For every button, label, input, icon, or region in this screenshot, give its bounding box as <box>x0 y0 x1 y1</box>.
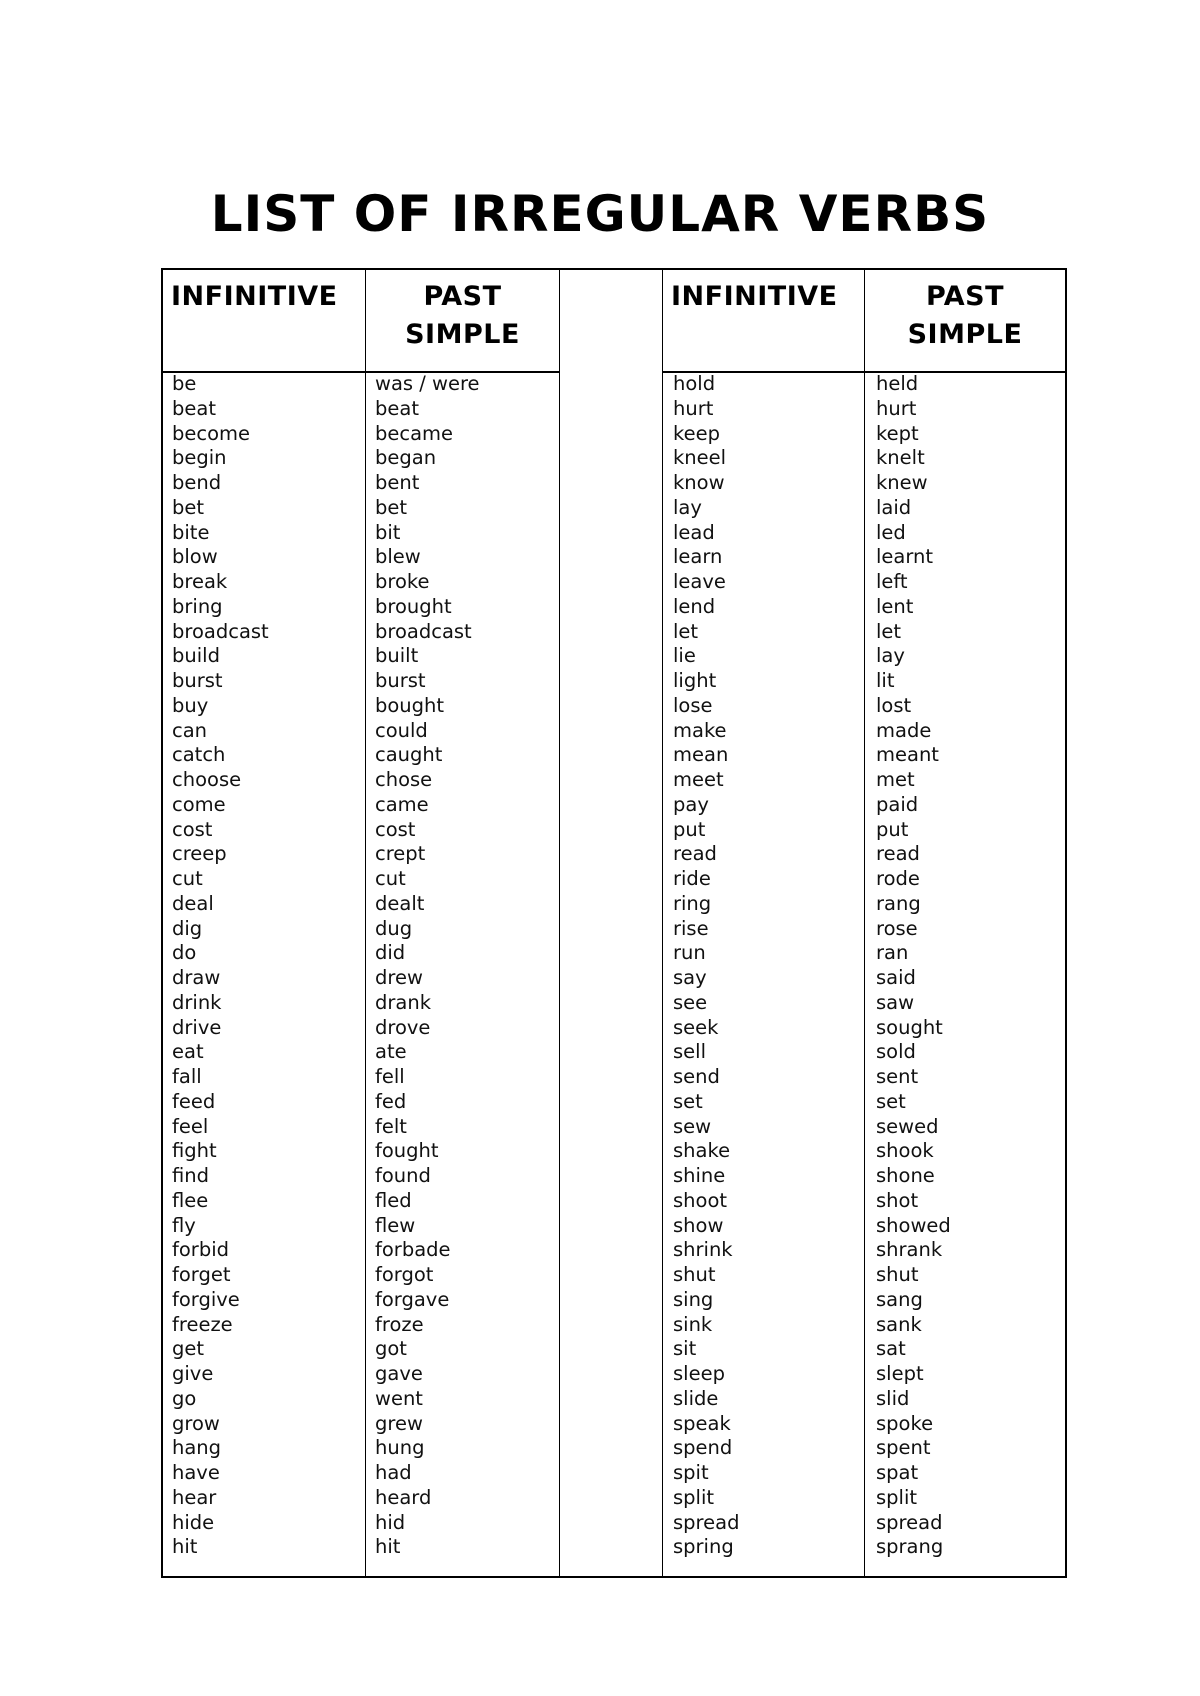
verb-cell: deal <box>172 891 214 915</box>
verb-cell: have <box>172 1461 220 1484</box>
verb-cell: did <box>375 941 406 965</box>
column-divider <box>559 270 560 1576</box>
column-divider <box>864 270 865 1576</box>
right-past-simple-list <box>876 372 951 1560</box>
verb-cell: paid <box>876 792 919 816</box>
verb-cell: feed <box>172 1089 216 1113</box>
verb-cell: rang <box>876 891 921 915</box>
verb-cell: chose <box>375 768 433 791</box>
verb-cell: dig <box>172 916 203 940</box>
verb-cell: shone <box>876 1164 935 1187</box>
verb-cell: say <box>673 966 707 989</box>
header-past-line1: PAST <box>925 281 1005 312</box>
verb-cell: forbade <box>375 1238 451 1262</box>
verb-cell: set <box>876 1089 906 1113</box>
verb-cell: go <box>172 1386 197 1410</box>
verb-cell: hide <box>172 1510 215 1534</box>
verb-cell: shake <box>673 1139 731 1163</box>
verb-cell: can <box>172 718 208 742</box>
header-past-simple-right <box>865 278 1065 354</box>
verb-cell: let <box>876 619 902 643</box>
verb-cell: buy <box>172 693 209 717</box>
verb-cell: left <box>876 570 908 593</box>
verb-cell: met <box>876 768 915 791</box>
verb-cell: slide <box>673 1386 719 1410</box>
verb-cell: ring <box>673 891 712 915</box>
verb-cell: found <box>375 1164 431 1187</box>
verb-cell: make <box>673 718 727 742</box>
verb-cell: drove <box>375 1015 431 1039</box>
header-infinitive-left: INFINITIVE <box>171 281 338 312</box>
verb-cell: shook <box>876 1139 934 1163</box>
verb-cell: knew <box>876 471 928 494</box>
header-past-line2: SIMPLE <box>405 319 520 350</box>
verb-cell: dealt <box>375 891 425 915</box>
verb-cell: broke <box>375 570 430 593</box>
verb-cell: bet <box>172 495 205 519</box>
verb-cell: slept <box>876 1362 924 1385</box>
verb-cell: leave <box>673 570 726 593</box>
verb-cell: hurt <box>673 396 714 420</box>
verb-cell: grow <box>172 1411 220 1435</box>
verb-cell: get <box>172 1337 205 1361</box>
verb-cell: burst <box>172 669 223 692</box>
verb-cell: blew <box>375 545 421 569</box>
verb-cell: fight <box>172 1139 217 1163</box>
verb-cell: sleep <box>673 1362 725 1385</box>
verb-cell: creep <box>172 842 227 866</box>
verb-cell: draw <box>172 966 221 989</box>
verb-cell: could <box>375 718 428 742</box>
verb-cell: burst <box>375 669 426 692</box>
verb-cell: fed <box>375 1089 407 1113</box>
verb-cell: cost <box>172 817 213 841</box>
verb-cell: had <box>375 1461 412 1484</box>
verb-cell: lie <box>673 644 696 668</box>
verb-cell: got <box>375 1337 407 1361</box>
left-past-simple-list <box>375 372 480 1560</box>
verb-cell: hung <box>375 1436 425 1460</box>
verb-cell: slid <box>876 1386 910 1410</box>
verb-cell: break <box>172 570 228 593</box>
verb-cell: grew <box>375 1411 423 1435</box>
verb-cell: sell <box>673 1040 706 1064</box>
verb-cell: become <box>172 421 251 445</box>
verb-cell: spend <box>673 1436 733 1460</box>
verb-cell: cut <box>375 867 406 890</box>
verb-cell: meet <box>673 768 724 791</box>
verb-cell: split <box>876 1485 918 1509</box>
verb-cell: spring <box>673 1535 734 1559</box>
header-past-line1: PAST <box>423 281 502 312</box>
verb-cell: lost <box>876 693 912 717</box>
verb-cell: sink <box>673 1312 713 1336</box>
verb-cell: sat <box>876 1337 906 1361</box>
verb-cell: bought <box>375 693 445 717</box>
header-past-line2: SIMPLE <box>907 319 1023 350</box>
verb-cell: sprang <box>876 1535 944 1559</box>
verb-cell: forgot <box>375 1263 434 1286</box>
verb-cell: do <box>172 941 197 965</box>
verb-cell: hid <box>375 1510 406 1534</box>
verb-cell: came <box>375 792 429 816</box>
verb-cell: caught <box>375 743 443 767</box>
verb-cell: sought <box>876 1015 943 1039</box>
verb-cell: show <box>673 1213 724 1237</box>
verb-cell: shrink <box>673 1238 733 1262</box>
verb-cell: hurt <box>876 396 917 420</box>
verb-cell: rose <box>876 916 918 940</box>
verb-cell: said <box>876 966 916 989</box>
verb-cell: beat <box>172 396 216 420</box>
verb-cell: see <box>673 990 708 1014</box>
verb-cell: was / were <box>375 372 480 395</box>
verb-cell: held <box>876 372 919 395</box>
verb-cell: fall <box>172 1065 202 1088</box>
verb-cell: shoot <box>673 1188 728 1212</box>
verb-cell: blow <box>172 545 218 569</box>
verb-cell: come <box>172 792 226 816</box>
verb-cell: shut <box>876 1263 919 1286</box>
verb-cell: hold <box>673 372 716 395</box>
verb-cell: ran <box>876 941 909 965</box>
verb-cell: drank <box>375 990 431 1014</box>
verb-cell: mean <box>673 743 729 767</box>
right-infinitive-list <box>673 372 739 1560</box>
verb-cell: shut <box>673 1263 716 1286</box>
verb-cell: forgave <box>375 1287 450 1311</box>
verb-cell: shine <box>673 1164 726 1187</box>
verb-cell: lent <box>876 594 914 618</box>
verb-cell: read <box>673 842 717 866</box>
verb-cell: sing <box>673 1287 714 1311</box>
verb-cell: feel <box>172 1114 209 1138</box>
verb-cell: eat <box>172 1040 204 1064</box>
verb-cell: broadcast <box>375 619 472 643</box>
verb-cell: hit <box>172 1535 198 1559</box>
verb-cell: lit <box>876 669 895 692</box>
verb-cell: learn <box>673 545 723 569</box>
verb-cell: spoke <box>876 1411 934 1435</box>
verb-cell: spit <box>673 1461 709 1484</box>
verb-cell: ride <box>673 867 711 890</box>
verb-cell: forget <box>172 1263 231 1286</box>
verb-cell: choose <box>172 768 242 791</box>
verb-cell: bend <box>172 471 222 494</box>
verb-cell: build <box>172 644 220 668</box>
header-infinitive-right: INFINITIVE <box>671 281 838 312</box>
verb-cell: crept <box>375 842 426 866</box>
verb-cell: set <box>673 1089 703 1113</box>
verb-cell: speak <box>673 1411 731 1435</box>
verb-cell: forgive <box>172 1287 240 1311</box>
verb-cell: cut <box>172 867 203 890</box>
verb-cell: know <box>673 471 725 494</box>
verb-cell: sank <box>876 1312 922 1336</box>
verb-cell: give <box>172 1362 214 1385</box>
verb-cell: shot <box>876 1188 919 1212</box>
verb-cell: run <box>673 941 706 965</box>
column-divider <box>365 270 366 1576</box>
verb-cell: laid <box>876 495 912 519</box>
verb-cell: shrank <box>876 1238 943 1262</box>
verb-cell: heard <box>375 1485 432 1509</box>
verb-cell: built <box>375 644 419 668</box>
verb-cell: learnt <box>876 545 934 569</box>
verb-cell: seek <box>673 1015 719 1039</box>
verb-cell: lend <box>673 594 716 618</box>
verb-cell: sew <box>673 1114 712 1138</box>
verb-cell: put <box>673 817 706 841</box>
verb-cell: made <box>876 718 932 742</box>
verb-cell: spread <box>673 1510 740 1534</box>
verbs-table <box>161 268 1067 1578</box>
left-infinitive-list <box>172 372 269 1560</box>
verb-cell: be <box>172 372 197 395</box>
verb-cell: felt <box>375 1114 407 1138</box>
verb-cell: keep <box>673 421 720 445</box>
verb-cell: read <box>876 842 920 866</box>
verb-cell: rode <box>876 867 920 890</box>
verb-cell: went <box>375 1386 423 1410</box>
verb-cell: lay <box>876 644 905 668</box>
verb-cell: find <box>172 1164 210 1187</box>
verb-cell: spent <box>876 1436 931 1460</box>
verb-cell: fly <box>172 1213 196 1237</box>
verb-cell: gave <box>375 1362 423 1385</box>
verb-cell: catch <box>172 743 226 767</box>
verb-cell: rise <box>673 916 709 940</box>
verb-cell: bite <box>172 520 210 544</box>
verb-cell: flew <box>375 1213 416 1237</box>
verb-cell: cost <box>375 817 416 841</box>
verb-cell: became <box>375 421 454 445</box>
verb-cell: lead <box>673 520 715 544</box>
verb-cell: drink <box>172 990 222 1014</box>
verb-cell: light <box>673 669 717 692</box>
verb-cell: bent <box>375 471 420 494</box>
verb-cell: hang <box>172 1436 222 1460</box>
header-past-simple-left <box>366 278 559 354</box>
verb-cell: saw <box>876 990 915 1014</box>
verb-cell: sewed <box>876 1114 939 1138</box>
verb-cell: send <box>673 1065 720 1088</box>
verb-cell: pay <box>673 792 709 816</box>
verb-cell: forbid <box>172 1238 229 1262</box>
verb-cell: spat <box>876 1461 919 1484</box>
column-divider <box>662 270 663 1576</box>
verb-cell: showed <box>876 1213 951 1237</box>
verb-cell: begin <box>172 446 227 470</box>
verb-cell: fled <box>375 1188 412 1212</box>
verb-cell: sang <box>876 1287 923 1311</box>
verb-cell: ate <box>375 1040 407 1064</box>
verb-cell: lose <box>673 693 713 717</box>
verb-cell: brought <box>375 594 452 618</box>
verb-cell: drive <box>172 1015 222 1039</box>
verb-cell: hear <box>172 1485 217 1509</box>
verb-cell: split <box>673 1485 715 1509</box>
verb-cell: led <box>876 520 906 544</box>
verb-cell: kept <box>876 421 919 445</box>
verb-cell: freeze <box>172 1312 233 1336</box>
verb-cell: drew <box>375 966 423 989</box>
verb-cell: began <box>375 446 437 470</box>
verb-cell: hit <box>375 1535 401 1559</box>
verb-cell: fought <box>375 1139 439 1163</box>
verb-cell: sold <box>876 1040 916 1064</box>
verb-cell: sent <box>876 1065 919 1088</box>
verb-cell: spread <box>876 1510 943 1534</box>
verb-cell: bring <box>172 594 223 618</box>
verb-cell: bit <box>375 520 401 544</box>
verb-cell: let <box>673 619 699 643</box>
verb-cell: bet <box>375 495 408 519</box>
verb-cell: froze <box>375 1312 424 1336</box>
verb-cell: flee <box>172 1188 209 1212</box>
verb-cell: broadcast <box>172 619 269 643</box>
verb-cell: put <box>876 817 909 841</box>
page-title: LIST OF IRREGULAR VERBS <box>210 185 990 243</box>
verb-cell: knelt <box>876 446 925 470</box>
verb-cell: lay <box>673 495 702 519</box>
verb-cell: sit <box>673 1337 697 1361</box>
verb-cell: fell <box>375 1065 405 1088</box>
verb-cell: kneel <box>673 446 727 470</box>
verb-cell: dug <box>375 916 413 940</box>
verb-cell: beat <box>375 396 419 420</box>
verb-cell: meant <box>876 743 939 767</box>
